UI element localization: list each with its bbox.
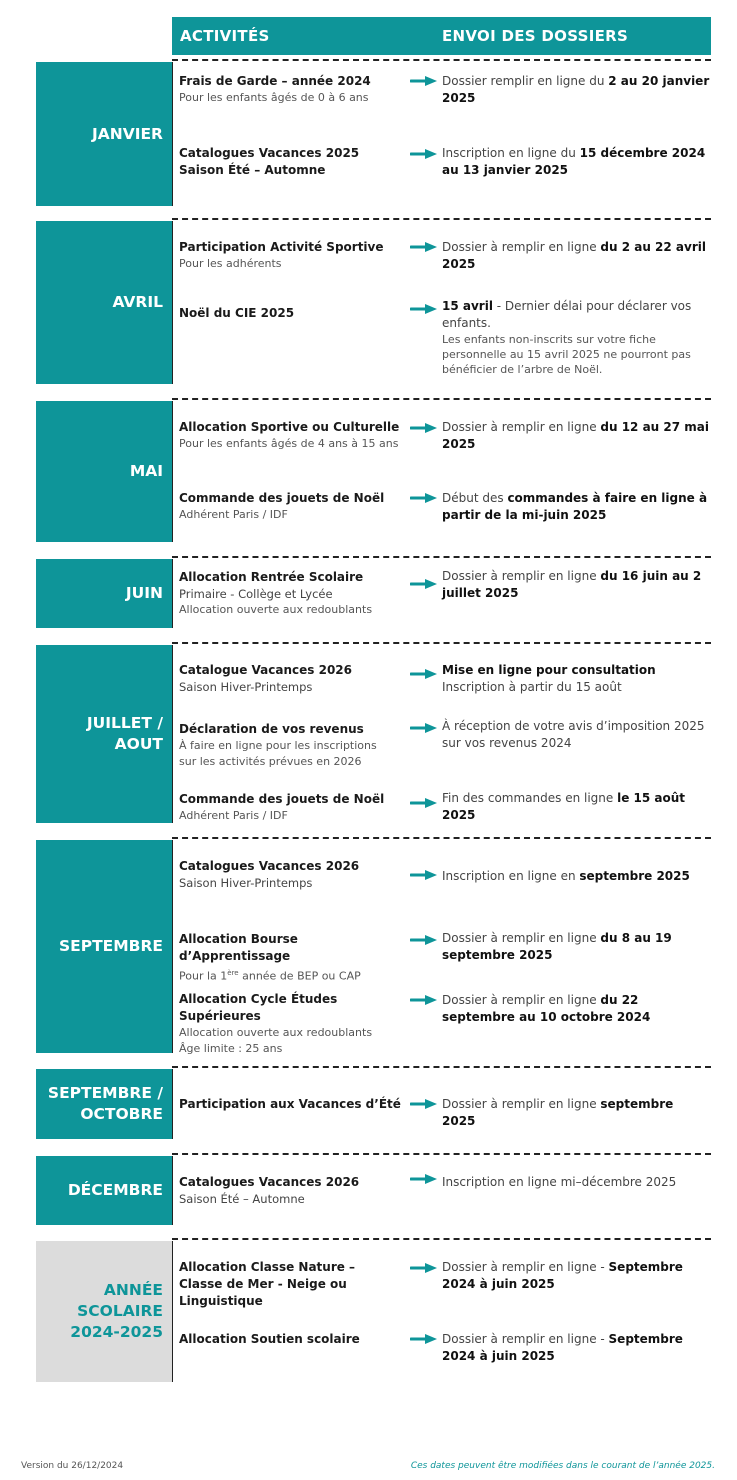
arrow-right-icon: [410, 1262, 438, 1274]
activity-participation-sportive: Participation Activité Sportive Pour les adhérents: [179, 240, 384, 270]
activity-catalogues-2026-dec: Catalogues Vacances 2026 Saison Été – Automne: [179, 1175, 360, 1206]
envoi-jouets-noel-aout: Fin des commandes en ligne le 15 août 2025: [442, 791, 686, 822]
activity-classe-nature: Allocation Classe Nature – Classe de Mer - Neige ou Linguistique: [179, 1260, 356, 1308]
table-header: [172, 17, 711, 55]
arrow-right-icon: [410, 578, 438, 590]
activity-declaration-revenus: Déclaration de vos revenus À faire en ligne pour les inscriptions sur les activités prévues en 2026: [179, 722, 377, 768]
arrow-right-icon: [410, 1333, 438, 1345]
envoi-noel-cie: 15 avril - Dernier délai pour déclarer vos enfants. Les enfants non-inscrits sur votre fiche personnelle au 15 avril 2025 ne pourront pas bénéficier de l’arbre de Noël.: [442, 299, 692, 376]
arrow-right-icon: [410, 722, 438, 734]
activity-catalogues-2025: Catalogues Vacances 2025 Saison Été – Automne: [179, 146, 360, 177]
month-label: DÉCEMBRE: [36, 1156, 173, 1225]
month-label: ANNÉE SCOLAIRE 2024-2025: [36, 1241, 173, 1382]
envoi-catalogues-2026-sep: Inscription en ligne en septembre 2025: [442, 869, 690, 883]
month-label: JUIN: [36, 559, 173, 628]
activity-frais-de-garde: Frais de Garde – année 2024 Pour les enfants âgés de 0 à 6 ans: [179, 74, 371, 104]
arrow-right-icon: [410, 668, 438, 680]
activity-noel-cie: Noël du CIE 2025: [179, 306, 295, 320]
envoi-classe-nature: Dossier à remplir en ligne - Septembre 2024 à juin 2025: [442, 1260, 683, 1291]
arrow-right-icon: [410, 422, 438, 434]
envoi-catalogue-2026: Mise en ligne pour consultation Inscription à partir du 15 août: [442, 663, 656, 694]
activity-bourse-apprentissage: Allocation Bourse d’Apprentissage Pour la 1ère année de BEP ou CAP: [179, 932, 361, 983]
activity-etudes-superieures: Allocation Cycle Études Supérieures Allocation ouverte aux redoublants Âge limite : 25 ans: [179, 992, 373, 1055]
envoi-declaration-revenus: À réception de votre avis d’imposition 2025 sur vos revenus 2024: [442, 719, 705, 750]
month-label: SEPTEMBRE / OCTOBRE: [36, 1069, 173, 1139]
envoi-catalogues-2025: Inscription en ligne du 15 décembre 2024 au 13 janvier 2025: [442, 146, 706, 177]
version-note: Version du 26/12/2024: [21, 1461, 124, 1471]
envoi-vacances-ete: Dossier à remplir en ligne septembre 2025: [442, 1097, 674, 1128]
arrow-right-icon: [410, 1173, 438, 1185]
activity-catalogues-2026-sep: Catalogues Vacances 2026 Saison Hiver-Printemps: [179, 859, 360, 890]
disclaimer-note: Ces dates peuvent être modifiées dans le courant de l’année 2025.: [410, 1461, 715, 1471]
arrow-right-icon: [410, 1098, 438, 1110]
envoi-etudes-superieures: Dossier à remplir en ligne du 22 septembre au 10 octobre 2024: [442, 993, 651, 1024]
activity-catalogue-2026: Catalogue Vacances 2026 Saison Hiver-Printemps: [179, 663, 352, 694]
header-activites: ACTIVITÉS: [180, 27, 270, 45]
arrow-right-icon: [410, 148, 438, 160]
envoi-rentree-scolaire: Dossier à remplir en ligne du 16 juin au 2 juillet 2025: [442, 569, 702, 600]
header-envoi: ENVOI DES DOSSIERS: [442, 27, 629, 45]
section-divider: [172, 59, 711, 61]
envoi-allocation-sportive: Dossier à remplir en ligne du 12 au 27 mai 2025: [442, 420, 709, 451]
arrow-right-icon: [410, 934, 438, 946]
activity-soutien-scolaire: Allocation Soutien scolaire: [179, 1332, 360, 1346]
envoi-participation-sportive: Dossier à remplir en ligne du 2 au 22 avril 2025: [442, 240, 706, 271]
arrow-right-icon: [410, 241, 438, 253]
arrow-right-icon: [410, 75, 438, 87]
envoi-frais-de-garde: Dossier remplir en ligne du 2 au 20 janvier 2025: [442, 74, 710, 105]
month-label: JUILLET / AOUT: [36, 645, 173, 823]
activity-jouets-noel-aout: Commande des jouets de Noël Adhérent Paris / IDF: [179, 792, 385, 822]
month-label: SEPTEMBRE: [36, 840, 173, 1053]
arrow-right-icon: [410, 797, 438, 809]
month-label: AVRIL: [36, 221, 173, 384]
envoi-bourse-apprentissage: Dossier à remplir en ligne du 8 au 19 septembre 2025: [442, 931, 672, 962]
activity-rentree-scolaire: Allocation Rentrée Scolaire Primaire - Collège et Lycée Allocation ouverte aux redoublants: [179, 570, 373, 616]
arrow-right-icon: [410, 492, 438, 504]
envoi-jouets-noel-mai: Début des commandes à faire en ligne à partir de la mi-juin 2025: [442, 491, 708, 522]
envoi-soutien-scolaire: Dossier à remplir en ligne - Septembre 2024 à juin 2025: [442, 1332, 683, 1363]
activity-jouets-noel-mai: Commande des jouets de Noël Adhérent Paris / IDF: [179, 491, 385, 521]
month-label: MAI: [36, 401, 173, 542]
envoi-catalogues-2026-dec: Inscription en ligne mi–décembre 2025: [442, 1175, 677, 1189]
activity-vacances-ete: Participation aux Vacances d’Été: [179, 1097, 401, 1111]
activity-allocation-sportive: Allocation Sportive ou Culturelle Pour les enfants âgés de 4 ans à 15 ans: [179, 420, 400, 450]
month-label: JANVIER: [36, 62, 173, 206]
arrow-right-icon: [410, 303, 438, 315]
arrow-right-icon: [410, 994, 438, 1006]
arrow-right-icon: [410, 869, 438, 881]
